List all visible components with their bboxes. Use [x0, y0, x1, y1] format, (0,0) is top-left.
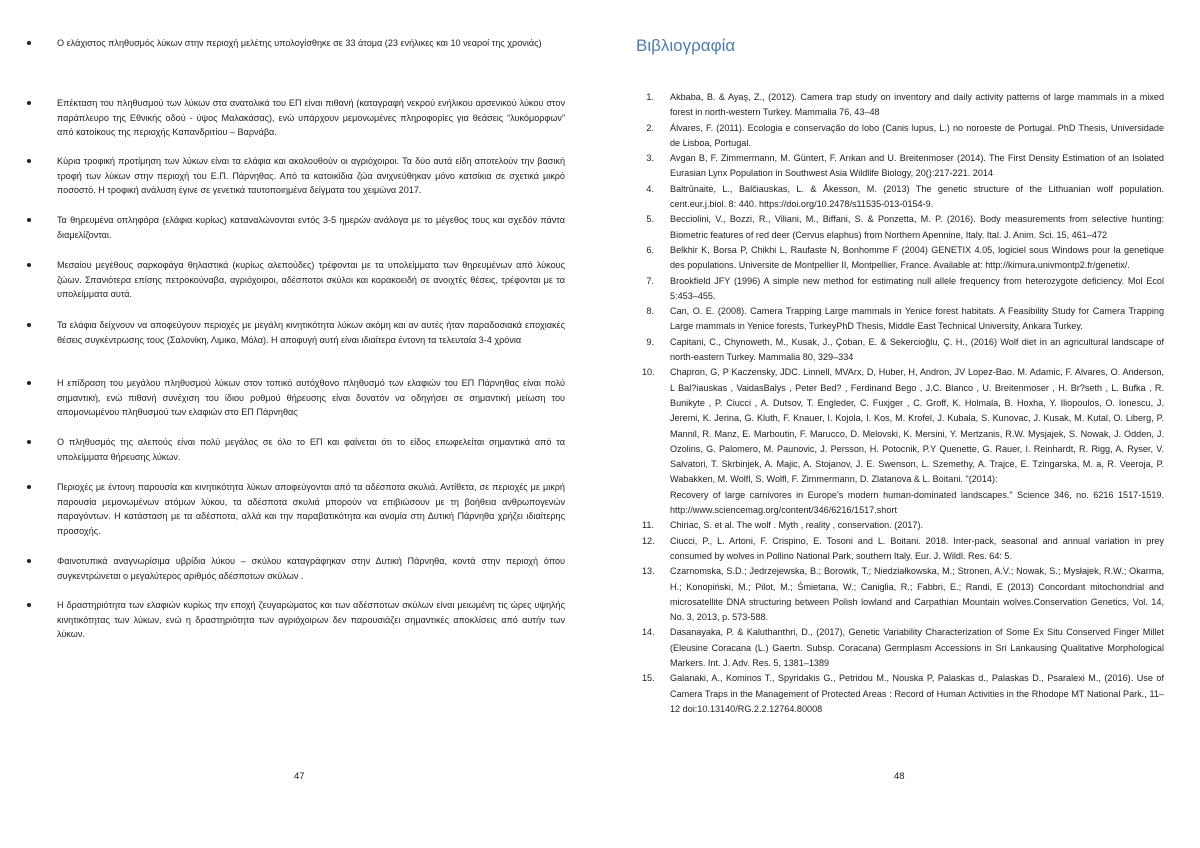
reference-item: [638, 212, 1164, 243]
reference-text: Czarnomska, S.D.; Jedrzejewska, B.; Borowik, T.; Niedziałkowska, M.; Stronen, A.V.; Nowak, S.; Mysłajek, R.W.; Okarma, H.; Konopiński, M.; Pilot, M.; Śmietana, W.; Caniglia, R.; Fabbri, E.; Randi, E (2013) Concordant mitochondrial and microsatellite DNA structuring between Polish lowland and Carpathian Mountain wolves.Conservation Genetics, Vol. 14, No. 3, 2013, p. 573-588.: [670, 566, 1164, 623]
reference-item: [638, 121, 1164, 152]
page-number: 47: [294, 771, 305, 782]
bullet-item: Η επίδραση του μεγάλου πληθυσμού λύκων στον τοπικό αυτόχθονο πληθυσμό των ελαφιών του ΕΠ Πάρνηθας είναι πολύ σημαντική, ενώ πιθανή συνέχιση του ίδιου ρυθμού θήρευσης είναι δυνατόν να οδηγήσει σε σημαντική μείωση του απομονωμένου πληθυσμού των ελαφιών στο ΕΠ Πάρνηθας: [30, 376, 565, 420]
bullet-icon: [27, 559, 31, 563]
reference-text: Chiriac, S. et al. The wolf . Myth , reality , conservation. (2017).: [670, 520, 924, 531]
reference-item: [638, 182, 1164, 213]
reference-text: Galanaki, A., Kominos T., Spyridakis G., Petridou M., Nouska P, Palaskas d., Palaskas D., Psaralexi M., (2016). Use of Camera Traps in the Management of Protected Areas : Record of Human Activities in the Rhodope MT National Park., 11–12 doi:10.13140/RG.2.2.12764.80008: [670, 673, 1164, 714]
bullet-icon: [27, 263, 31, 267]
reference-item: [638, 488, 1164, 519]
reference-number: 8.: [646, 306, 654, 317]
reference-text: Avgan B, F. Zimmermann, M. Güntert, F. Arıkan and U. Breitenmoser (2014). The First Density Estimation of an Isolated Eurasian Lynx Population in Southwest Asia Wildlife Biology, 20():217-221. 2014: [670, 153, 1164, 179]
bullet-icon: [27, 41, 31, 45]
reference-item: [638, 365, 1164, 487]
reference-item: [638, 518, 1164, 533]
reference-text: Chapron, G, P Kaczensky, JDC. Linnell, MVArx, D, Huber, H, Andron, JV Lopez-Bao. M. Adamic, F. Alvares, O. Anderson, L Bal?iauskas , VaidasBalys , Peter Bed? , Ferdinand Bego , J.C. Blanco , U. Breitenmoser , H. Br?seth , L. Bufka , R. Bunikyte , P. Ciucci , A. Dutsov, T. Engleder, C. Fuxjger , C. Groff, K. Holmala, B. Hoxha, Y. Iliopoulos, O. Ionescu, J. Jeremi, K. Jerina, G. Kluth, F. Knauer, I. Kojola, I. Kos, M. Krofel, J. Kubala, S. Kunovac, J. Kusak, M. Kutal, O. Liberg, P. Mannil, R. Manz, E. Marboutin, F. Marucco, D. Melovski, K. Mersini, Y. Mertzanis, R.W. Mysjajek, S. Nowak, J. Odden, J. Ozolins, G. Palomero, M. Paunovic, J. Persson, H. Potocnik, P.Y Quenette, G. Rauer, I. Reinhardt, R. Rigg, A. Ryser, V. Salvatori, T. Skrbinjek, A. Majic, A. Stojanov, J. E. Swenson, L. Szemethy, A. Trajce, E. Tzingarska, M. a, R. Veeroja, P. Wabakken, M. Wolfl, S. Wolfl, F. Zimmermann, D. Zlatanova & L. Boitani. "(2014):: [670, 367, 1164, 485]
reference-text: Can, O. E. (2008). Camera Trapping Large mammals in Yenice forest habitats. A Feasibility Study for Camera Trapping Large mammals in Yenice forests, TurkeyPhD Thesis, Middle East Technical University, Ankara Turkey.: [670, 306, 1164, 332]
bullet-item: Η δραστηριότητα των ελαφιών κυρίως την εποχή ζευγαρώματος και των αδέσποτων σκύλων είναι μειωμένη τις ώρες υψηλής κινητικότητας των λύκων, ενώ η δραστηριότητα των αγριόχοιρων δεν παρουσιάζει σημαντικές αποκλίσεις από αυτήν των λύκων.: [30, 598, 565, 642]
bullet-item: Περιοχές με έντονη παρουσία και κινητικότητα λύκων αποφεύγονται από τα αδέσποτα σκυλιά. Αντίθετα, σε περιοχές με μικρή παρουσία μεμονωμένων ατόμων λύκου, τα αδέσποτα σκυλιά μπορούν να επιβιώσουν με τη βοήθεια ανθρωπογενών παραγόντων. Η κατάσταση με τα αδέσποτα, αλλά και την παραβατικότητα και ανομία στη Δυτική Πάρνηθα χρήζει ιδιαίτερης προσοχής.: [30, 480, 565, 538]
reference-text: Ciucci, P., L. Artoni, F. Crispino, E. Tosoni and L. Boitani. 2018. Inter-pack, seasonal and annual variation in prey consumed by wolves in Pollino National Park, southern Italy. Eur. J. Wildl. Res. 64: 5.: [670, 535, 1164, 561]
reference-text: Akbaba, B. & Ayaş, Z., (2012). Camera trap study on inventory and daily activity patterns of large mammals in a mixed forest in north-western Turkey. Mammalia 76, 43–48: [670, 92, 1164, 118]
reference-item: [638, 274, 1164, 305]
reference-number: 3.: [646, 153, 654, 164]
reference-text: Brookfield JFY (1996) A simple new method for estimating null allele frequency from heterozygote deficiency. Mol Ecol 5:453–455.: [670, 275, 1164, 301]
reference-number: 1.: [646, 92, 654, 102]
bullet-icon: [27, 101, 31, 105]
reference-number: 2.: [646, 122, 654, 133]
bullet-item: Μεσαίου μεγέθους σαρκοφάγα θηλαστικά (κυρίως αλεπούδες) τρέφονται με τα υπολείμματα των θηρευμένων από λύκους ζώων. Σπανιότερα επίσης πετροκούναβα, αγριόχοιροι, αδέσποτοι σκύλοι και κορακοειδή σε ανοιχτές θέσεις, τρέφονται με τα υπολείμματα αυτά.: [30, 258, 565, 302]
bullet-item: Τα ελάφια δείχνουν να αποφεύγουν περιοχές με μεγάλη κινητικότητα λύκων ακόμη και αν αυτές ήταν παραδοσιακά εποχιακές θέσεις συγκέντρωσης τους (Σαλονίκη, Λιμικο, Μόλα). Η αποφυγή αυτή είναι ιδιαίτερα έντονη τα τελευταία 3-4 χρόνια: [30, 318, 565, 347]
reference-item: [638, 243, 1164, 274]
reference-number: 12.: [642, 535, 655, 546]
reference-number: 5.: [646, 214, 654, 225]
reference-number: 13.: [642, 566, 655, 577]
bullet-icon: [27, 603, 31, 607]
reference-item: [638, 625, 1164, 671]
bullet-item: Φαινοτυπικά αναγνωρίσιμα υβρίδια λύκου – σκύλου καταγράφηκαν στην Δυτική Πάρνηθα, κοντά στην περιοχή όπου συγκεντρώνεται ο μεγαλύτερος αριθμός αδέσποτων σκύλων .: [30, 554, 565, 583]
reference-text: Dasanayaka, P. & Kaluthanthri, D., (2017), Genetic Variability Characterization of Some Ex Situ Conserved Finger Millet (Eleusine Coracana (L.) Gaertn. Subsp. Coracana) Germplasm Accessions in Sri Lankausing Qualitative Morphological Markers. Int. J. Adv. Res. 5, 1381–1389: [670, 627, 1164, 668]
bullet-icon: [27, 323, 31, 327]
reference-number: 10.: [642, 367, 655, 378]
reference-number: 14.: [642, 627, 655, 638]
bullet-item: Ο ελάχιστος πληθυσμός λύκων στην περιοχή μελέτης υπολογίσθηκε σε 33 άτομα (23 ενήλικες και 10 νεαροί της χρονιάς): [30, 36, 565, 51]
reference-text: Recovery of large carnivores in Europe's modern human-dominated landscapes." Science 346, no. 6216 1517-1519. http://www.sciencemag.org/content/346/6216/1517.short: [670, 489, 1164, 516]
reference-text: Capitani, C., Chynoweth, M., Kusak, J., Çoban, E. & Sekercioğlu, Ç. H., (2016) Wolf diet in an agricultural landscape of north-eastern Turkey. Mammalia 80, 329–334: [670, 336, 1164, 363]
bullet-icon: [27, 381, 31, 385]
bullet-icon: [27, 485, 31, 489]
reference-number: 6.: [646, 244, 654, 255]
reference-item: [638, 671, 1164, 717]
reference-item: [638, 90, 1164, 121]
reference-number: 7.: [646, 275, 654, 286]
bullet-icon: [27, 218, 31, 222]
bullet-item: Κύρια τροφική προτίμηση των λύκων είναι τα ελάφια και ακολουθούν οι αγριόχοιροι. Τα δύο αυτά είδη αποτελούν την βασική τροφή των λύκων στην περιοχή του Ε.Π. Πάρνηθας. Από τα κατοικίδια ζώα ανιχνεύθηκαν μόνο κατσίκια σε σχετικά μικρό ποσοστό. Η τροφική ανάλυση έγινε σε γενετικά ταυτοποιημένα δείγματα του χειμώνα 2017.: [30, 154, 565, 198]
reference-number: 9.: [646, 336, 654, 347]
bibliography-heading: Βιβλιογραφία: [636, 36, 736, 55]
reference-text: Becciolini, V., Bozzi, R., Viliani, M., Biffani, S. & Ponzetta, M. P. (2016). Body measurements from selective hunting: Biometric features of red deer (Cervus elaphus) from Northern Apennine, Italy. Ital. J. Anim. Sci. 15, 461–472: [670, 214, 1164, 240]
reference-number: 15.: [642, 673, 655, 684]
reference-text: Álvares, F. (2011). Ecologia e conservação do lobo (Canis lupus, L.) no noroeste de Portugal. PhD Thesis, Universidade de Lisboa, Portugal.: [670, 122, 1164, 148]
bullet-icon: [27, 440, 31, 444]
reference-item: [638, 335, 1164, 366]
bullet-icon: [27, 159, 31, 163]
reference-item: [638, 304, 1164, 335]
reference-text: Belkhir K, Borsa P, Chikhi L, Raufaste N, Bonhomme F (2004) GENETIX 4.05, logiciel sous Windows pour la genetique des populations. Universite de Montpellier II, Montpellier, France. Available at: http://kimura.univmontp2.fr/genetix/.: [670, 244, 1164, 271]
reference-item: [638, 534, 1164, 565]
reference-number: 4.: [646, 183, 654, 194]
reference-item: [638, 564, 1164, 625]
reference-item: [638, 151, 1164, 182]
bullet-item: Τα θηρευμένα οπληφόρα (ελάφια κυρίως) καταναλώνονται εντός 3-5 ημερών ανάλογα με το μέγεθος τους και σχεδόν πάντα διαμελίζονται.: [30, 213, 565, 242]
reference-text: Baltrūnaitė, L., Balčiauskas, L. & Åkesson, M. (2013) The genetic structure of the Lithuanian wolf population. cent.eur.j.biol. 8: 440. https://doi.org/10.2478/s11535-013-0154-9.: [670, 183, 1164, 210]
bullet-item: Ο πληθυσμός της αλεπούς είναι πολύ μεγάλος σε όλο το ΕΠ και φαίνεται ότι το είδος επωφελείται σημαντικά από τα υπολείμματα θήρευσης λύκων.: [30, 435, 565, 464]
bullet-item: Επέκταση του πληθυσμού των λύκων στα ανατολικά του ΕΠ είναι πιθανή (καταγραφή νεκρού ενήλικου αρσενικού λύκου στον παράπλευρο της Εθνικής οδού - ύψος Μαλακάσας), ενώ υπάρχουν μεμονωμένες πληροφορίες για θεάσεις “λυκόμορφων” από κατοίκους της περιοχής Καπανδριτίου – Βαρνάβα.: [30, 96, 565, 140]
reference-number: 11.: [642, 520, 654, 531]
reference-list: [638, 90, 1164, 717]
right-page: [600, 0, 1200, 848]
page-number: 48: [894, 771, 905, 782]
